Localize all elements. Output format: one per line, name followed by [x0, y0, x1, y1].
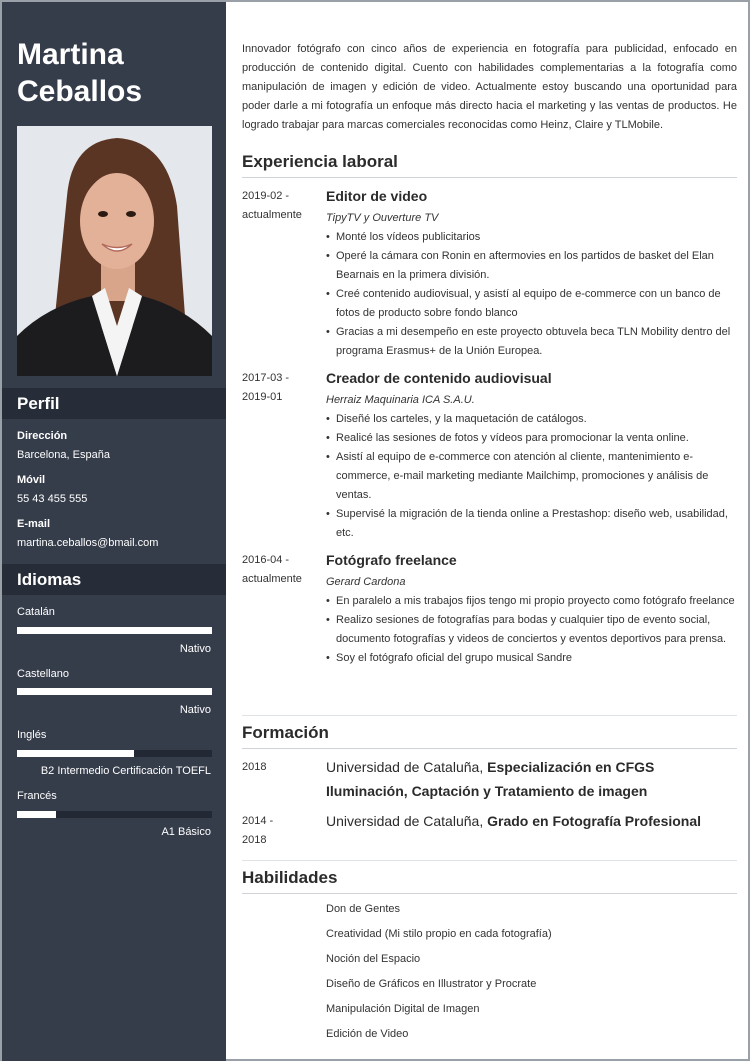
job-bullet: • Supervisé la migración de la tienda online a Prestashop: diseño web, usabilidad, etc.: [326, 505, 737, 543]
job-date-start: 2017-03 -: [242, 372, 290, 384]
email-value: martina.ceballos@bmail.com: [17, 537, 159, 549]
language-level-fill: [17, 811, 56, 818]
job-bullets: [326, 592, 737, 668]
job-title: Creador de contenido audiovisual: [326, 370, 552, 386]
sidebar: [2, 2, 226, 1061]
section-divider: [242, 715, 737, 716]
job-date: [242, 369, 322, 407]
education-date-start: 2018: [242, 761, 267, 773]
job-bullet: • Creé contenido audiovisual, y asistí al equipo de e-commerce con un banco de fotos de producto sobre fondo blanco: [326, 285, 737, 323]
education-degree: Grado en Fotografía Profesional: [487, 813, 702, 829]
education-school: Universidad de Cataluña,: [326, 813, 484, 829]
education-heading: Formación: [242, 723, 737, 749]
education-date-start: 2014 -: [242, 815, 274, 827]
phone-value: 55 43 455 555: [17, 493, 88, 505]
education-date: [242, 758, 322, 777]
skill-item: Manipulación Digital de Imagen: [326, 1003, 480, 1015]
language-level-fill: [17, 750, 134, 757]
language-name: Castellano: [17, 668, 69, 680]
job-bullet: • Monté los vídeos publicitarios: [326, 228, 737, 247]
job-bullet: • Realicé las sesiones de fotos y vídeos para promocionar la venta online.: [326, 429, 737, 448]
job-bullet: • En paralelo a mis trabajos fijos tengo mi propio proyecto como fotógrafo freelance: [326, 592, 737, 611]
education-degree: Especialización en CFGS Iluminación, Captación y Tratamiento de imagen: [326, 759, 655, 799]
candidate-name: Martina Ceballos: [17, 38, 143, 108]
skill-item: Diseño de Gráficos en Illustrator y Procrate: [326, 978, 537, 990]
language-level-label: Nativo: [179, 704, 211, 716]
summary-text: Innovador fotógrafo con cinco años de experiencia en fotografía para publicidad, enfocado en producción de contenido digital. Cuento con habilidades complementarias a la fotografía como manipulación de imagen y edición de video. Actualmente estoy buscando una oportunidad para poder darle a mi fotografía un enfoque más directo hacia el marketing y las ventas de productos. He logrado trabajar para marcas comerciales reconocidas como Heinz, Claire y TLMobile.: [242, 43, 737, 131]
language-name: Francés: [17, 790, 57, 802]
job-bullet: • Gracias a mi desempeño en este proyecto obtuvela beca TLN Mobility dentro del programa Erasmus+ de la Unión Europea.: [326, 323, 737, 361]
language-level-label: A1 Básico: [161, 826, 211, 838]
skill-item: Noción del Espacio: [326, 953, 421, 965]
skill-item: Edición de Video: [326, 1028, 409, 1040]
job-bullet: • Realizo sesiones de fotografías para bodas y cualquier tipo de evento social, documento fotografías y videos de conciertos y eventos deportivos para prensa.: [326, 611, 737, 649]
skill-item: Don de Gentes: [326, 903, 400, 915]
job-bullet: • Diseñé los carteles, y la maquetación de catálogos.: [326, 410, 737, 429]
language-name: Inglés: [17, 729, 47, 741]
languages-heading: Idiomas: [2, 564, 226, 595]
education-school: Universidad de Cataluña,: [326, 759, 484, 775]
skills-heading: Habilidades: [242, 868, 737, 894]
job-date-start: 2019-02 -: [242, 190, 290, 202]
job-bullets: [326, 410, 737, 543]
profile-photo: [17, 126, 212, 376]
job-bullet: • Asistí al equipo de e-commerce con atención al cliente, mantenimiento e-commerce, e-mail marketing mediante Mailchimp, promociones y análisis de ventas.: [326, 448, 737, 505]
language-level-fill: [17, 688, 212, 695]
job-date: [242, 551, 322, 589]
language-name: Catalán: [17, 606, 55, 618]
perfil-heading: Perfil: [2, 388, 226, 419]
language-level-bar: [17, 811, 212, 818]
job-date-end: 2019-01: [242, 391, 283, 403]
job-title: Editor de video: [326, 188, 428, 204]
language-level-bar: [17, 627, 212, 634]
language-level-bar: [17, 688, 212, 695]
language-level-fill: [17, 627, 212, 634]
job-bullets: [326, 228, 737, 361]
experience-heading: Experiencia laboral: [242, 152, 737, 178]
job-bullet: • Operé la cámara con Ronin en aftermovies en los partidos de basket del Elan Bearnais en la primera división.: [326, 247, 737, 285]
job-title: Fotógrafo freelance: [326, 552, 457, 568]
job-date-start: 2016-04 -: [242, 554, 290, 566]
education-date-end: 2018: [242, 834, 267, 846]
language-level-label: B2 Intermedio Certificación TOEFL: [40, 765, 211, 777]
address-label: Dirección: [17, 430, 68, 442]
phone-label: Móvil: [17, 474, 46, 486]
section-divider: [242, 860, 737, 861]
job-company: Herraiz Maquinaria ICA S.A.U.: [326, 394, 475, 406]
job-date-end: actualmente: [242, 209, 302, 221]
address-value: Barcelona, España: [17, 449, 110, 461]
language-level-bar: [17, 750, 212, 757]
email-label: E-mail: [17, 518, 51, 530]
job-company: TipyTV y Ouverture TV: [326, 212, 439, 224]
education-entry: [326, 755, 737, 803]
education-entry: [326, 809, 737, 833]
job-date-end: actualmente: [242, 573, 302, 585]
job-company: Gerard Cardona: [326, 576, 406, 588]
skill-item: Creatividad (Mi stilo propio en cada fotografía): [326, 928, 552, 940]
education-date: [242, 812, 322, 850]
job-date: [242, 187, 322, 225]
job-bullet: • Soy el fotógrafo oficial del grupo musical Sandre: [326, 649, 737, 668]
language-level-label: Nativo: [179, 643, 211, 655]
